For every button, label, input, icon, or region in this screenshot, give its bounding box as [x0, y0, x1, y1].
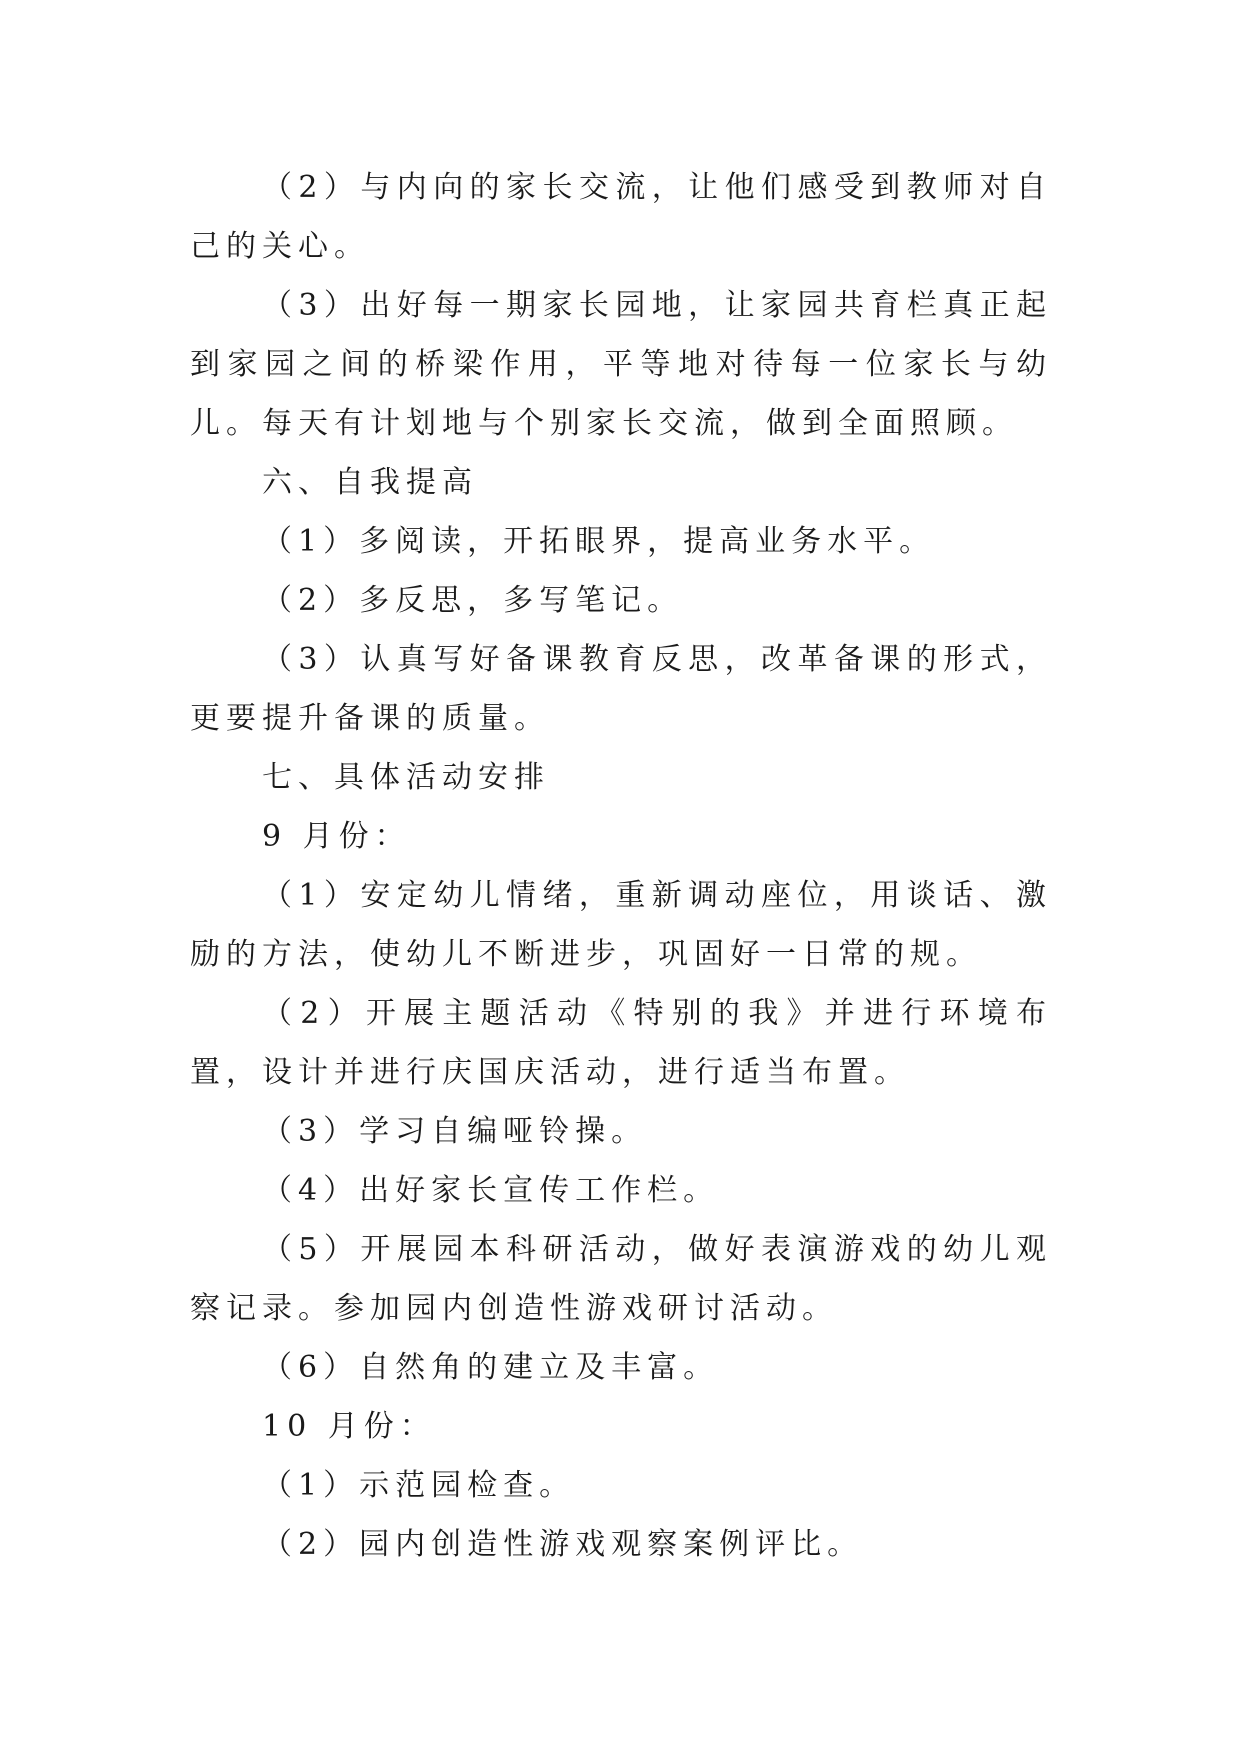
paragraph-september-3: （3）学习自编哑铃操。 — [262, 1114, 648, 1149]
section-heading-self-improvement: 六、自我提高 — [262, 465, 478, 500]
paragraph-october-1: （1）示范园检查。 — [262, 1468, 576, 1503]
paragraph-self-improvement-3: （3）认真写好备课教育反思，改革备课的形式，更要提升备课的质量。 — [190, 642, 1052, 736]
paragraph-september-4: （4）出好家长宣传工作栏。 — [262, 1173, 720, 1208]
paragraph-october-2: （2）园内创造性游戏观察案例评比。 — [262, 1527, 864, 1562]
document-body — [190, 158, 1052, 1574]
paragraph-september-5: （5）开展园本科研活动，做好表演游戏的幼儿观察记录。参加园内创造性游戏研讨活动。 — [190, 1232, 1052, 1326]
paragraph-parent-communication-2: （2）与内向的家长交流，让他们感受到教师对自己的关心。 — [190, 170, 1052, 264]
month-heading-october: 10 月份： — [262, 1409, 436, 1444]
paragraph-self-improvement-2: （2）多反思，多写笔记。 — [262, 583, 684, 618]
section-heading-activity-schedule: 七、具体活动安排 — [262, 760, 550, 795]
paragraph-september-6: （6）自然角的建立及丰富。 — [262, 1350, 720, 1385]
paragraph-self-improvement-1: （1）多阅读，开拓眼界，提高业务水平。 — [262, 524, 936, 559]
paragraph-september-1: （1）安定幼儿情绪，重新调动座位，用谈话、激励的方法，使幼儿不断进步，巩固好一日常的规。 — [190, 878, 1052, 972]
month-heading-september: 9 月份： — [262, 819, 411, 854]
paragraph-september-2: （2）开展主题活动《特别的我》并进行环境布置，设计并进行庆国庆活动，进行适当布置。 — [190, 996, 1052, 1090]
paragraph-parent-communication-3: （3）出好每一期家长园地，让家园共育栏真正起到家园之间的桥梁作用，平等地对待每一位家长与幼儿。每天有计划地与个别家长交流，做到全面照顾。 — [190, 288, 1052, 441]
